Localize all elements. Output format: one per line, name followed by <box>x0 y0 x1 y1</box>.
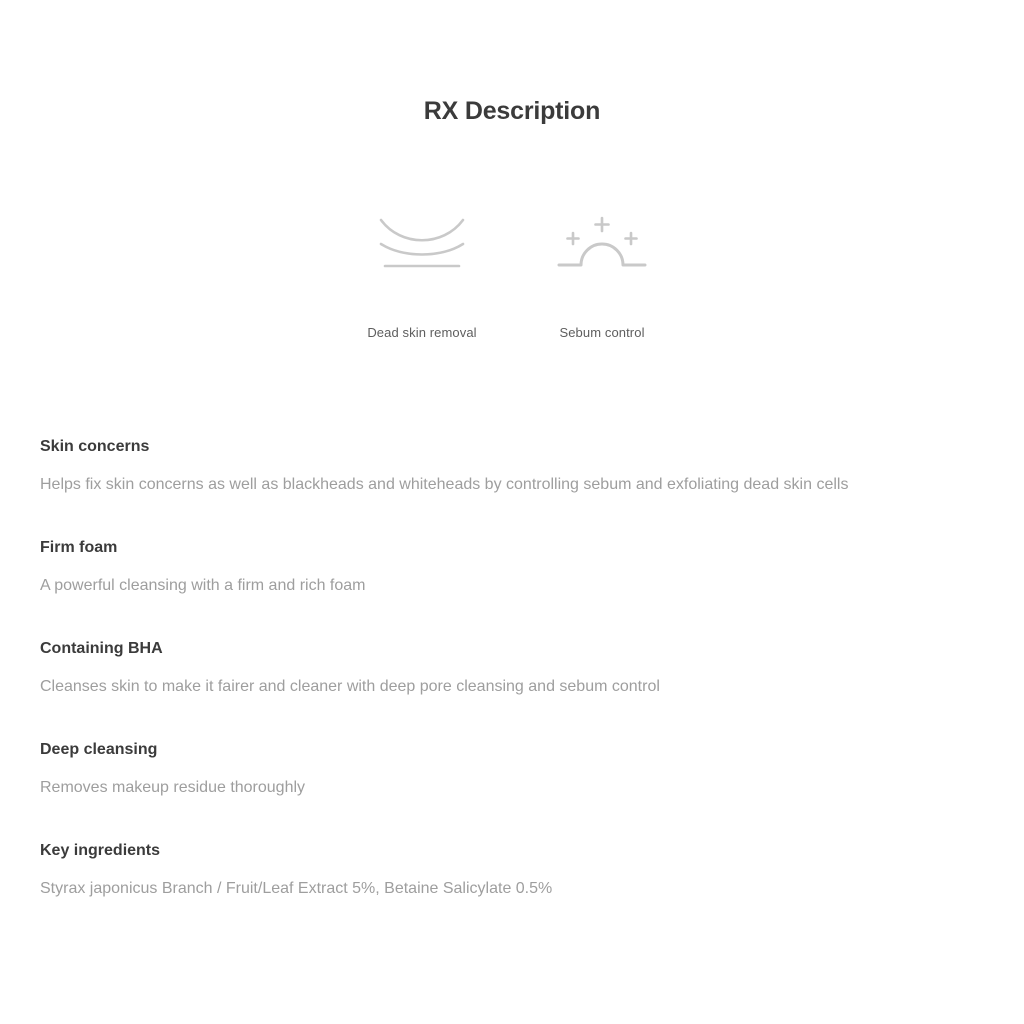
feature-icon-row <box>0 214 1024 340</box>
section-heading: Containing BHA <box>40 640 163 657</box>
feature-label: Dead skin removal <box>367 325 477 340</box>
section-firm-foam <box>40 538 984 595</box>
feature-label: Sebum control <box>559 325 645 340</box>
feature-dead-skin-removal <box>354 214 490 340</box>
section-body: A powerful cleansing with a firm and rich foam <box>40 577 366 594</box>
section-key-ingredients <box>40 841 984 898</box>
feature-sebum-control <box>534 214 670 340</box>
section-heading: Firm foam <box>40 539 118 556</box>
sebum-control-icon <box>554 214 650 272</box>
page-title: RX Description <box>423 97 601 125</box>
description-sections <box>40 437 984 898</box>
section-heading: Key ingredients <box>40 842 161 859</box>
section-containing-bha <box>40 639 984 696</box>
section-deep-cleansing <box>40 740 984 797</box>
section-heading: Deep cleansing <box>40 741 158 758</box>
section-skin-concerns <box>40 437 984 494</box>
section-body: Helps fix skin concerns as well as blackheads and whiteheads by controlling sebum and exfoliating dead skin cells <box>40 476 849 493</box>
dead-skin-removal-icon <box>374 214 470 272</box>
section-body: Styrax japonicus Branch / Fruit/Leaf Extract 5%, Betaine Salicylate 0.5% <box>40 880 553 897</box>
section-body: Removes makeup residue thoroughly <box>40 779 306 796</box>
section-body: Cleanses skin to make it fairer and cleaner with deep pore cleansing and sebum control <box>40 678 660 695</box>
section-heading: Skin concerns <box>40 438 150 455</box>
